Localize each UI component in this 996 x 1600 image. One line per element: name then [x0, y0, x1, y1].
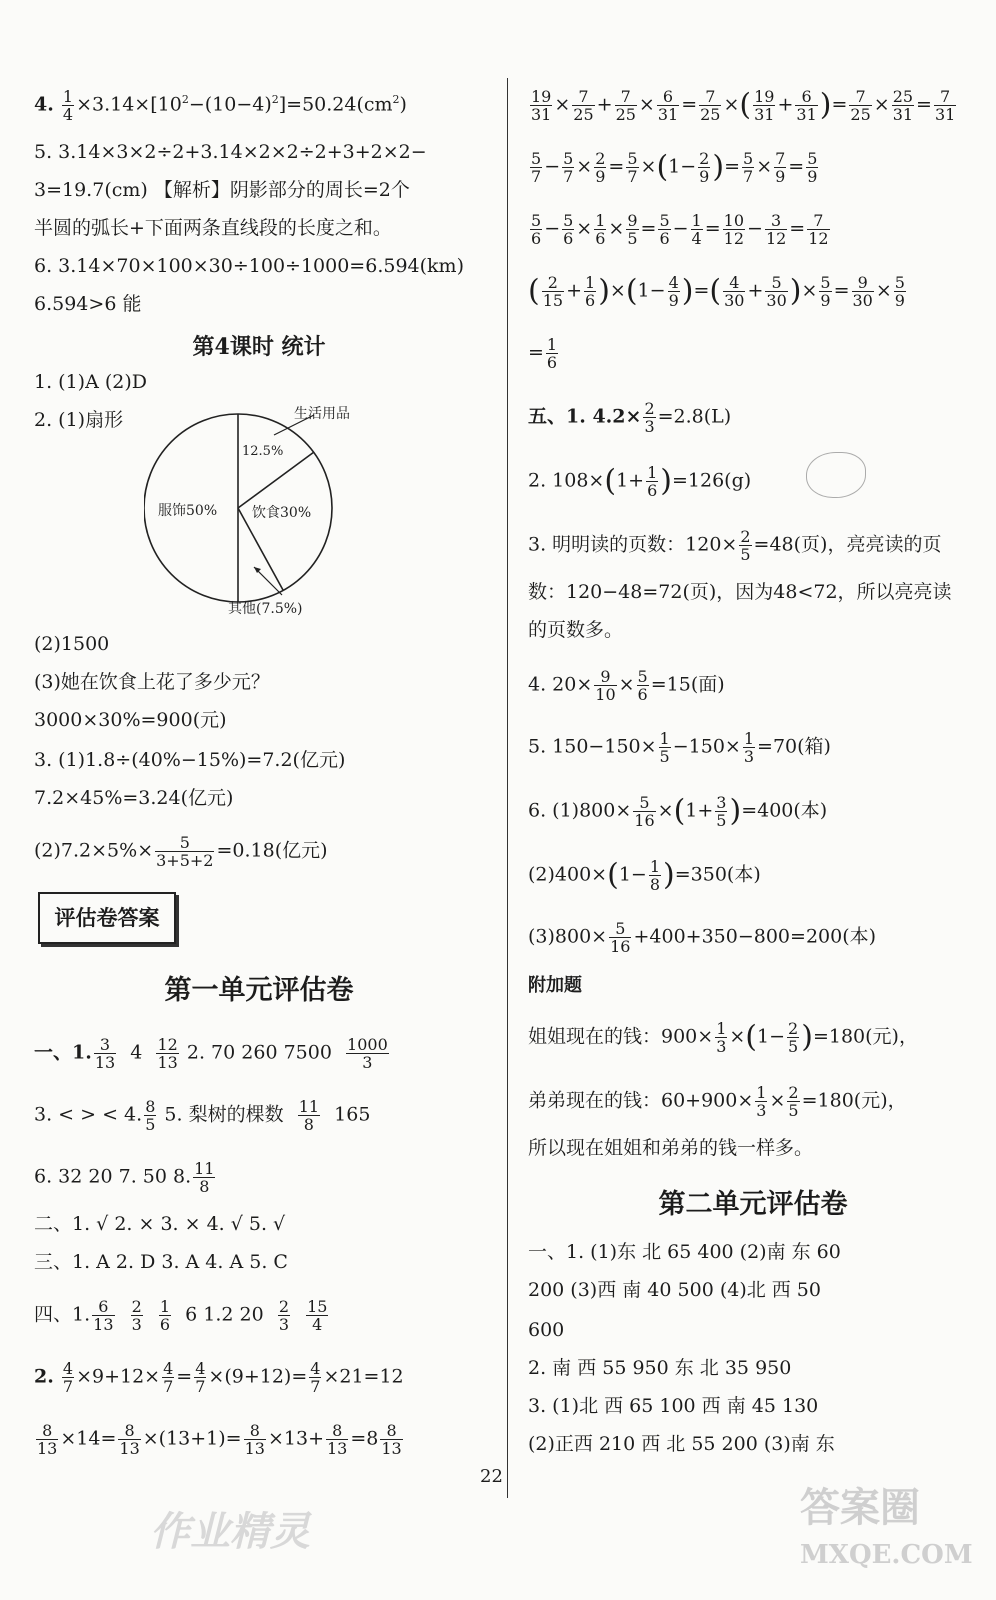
answers-box: 评估卷答案	[38, 892, 176, 944]
unit1-row4: 二、1. √ 2. × 3. × 4. √ 5. √	[34, 1213, 286, 1235]
part5-q6-1: 6. (1)800× $\frac{5}{16}$ ×(1+ $\frac{3}{5}$ )=400(本)	[528, 793, 828, 830]
watermark-right-logo: 答案圈	[800, 1484, 920, 1531]
unit1-row1: 一、1. $\frac{3}{13}$ 4 $\frac{12}{13}$ 2. 70 260 7500 $\frac{1000}{3}$	[34, 1035, 388, 1072]
watermark-right-url: MXQE.COM	[800, 1540, 973, 1570]
part5-q3-line2: 数：120−48=72(页)，因为48<72，所以亮亮读	[528, 581, 952, 603]
pie-chart	[144, 395, 424, 625]
unit2-heading: 第二单元评估卷	[658, 1189, 848, 1220]
answer-5-line3: 半圆的弧长+下面两条直线段的长度之和。	[34, 217, 392, 239]
unit2-line5: 3. (1)北 西 65 100 西 南 45 130	[528, 1395, 819, 1417]
calc-line-5: = $\frac{1}{6}$	[528, 335, 558, 372]
unit1-row5: 三、1. A 2. D 3. A 4. A 5. C	[34, 1251, 288, 1273]
pie-divider-2	[238, 452, 314, 508]
unit2-line1: 一、1. (1)东 北 65 400 (2)南 东 60	[528, 1241, 841, 1263]
answer-5-line2: 3=19.7(cm) 【解析】阴影部分的周长=2个	[34, 179, 410, 201]
unit1-row8: $\frac{8}{13}$ ×14= $\frac{8}{13}$ ×(13+1)= $\frac{8}{13}$ ×13+ $\frac{8}{13}$ =8 $\frac{8}{13}$	[37, 1421, 402, 1458]
part5-q5: 5. 150−150× $\frac{1}{5}$ −150× $\frac{1}{3}$ =70(箱)	[528, 729, 831, 766]
part5-q6-2: (2)400×(1− $\frac{1}{8}$ )=350(本)	[528, 857, 761, 894]
pie-label-percent: 12.5%	[242, 444, 284, 459]
calc-line-1: $\frac{19}{31}$ × $\frac{7}{25}$ + $\frac{7}{25}$ × $\frac{6}{31}$ = $\frac{7}{25}$ ×( $\frac{19}{31}$ + $\frac{6}{31}$ )= $\frac{7}{25}$ × $\frac{25}{31}$ = $\frac{7}{31}$	[531, 87, 956, 124]
part5-q3-line1: 3. 明明读的页数：120× $\frac{2}{5}$ =48(页)，亮亮读的页	[528, 527, 942, 564]
q2-part3-calc: 3000×30%=900(元)	[34, 709, 227, 731]
calc-line-4: ( $\frac{2}{15}$ + $\frac{1}{6}$ )×(1− $\frac{4}{9}$ )=( $\frac{4}{30}$ + $\frac{5}{30}$ )× $\frac{5}{9}$ = $\frac{9}{30}$ × $\frac{5}{9}$	[528, 273, 905, 310]
bonus-heading: 附加题	[528, 975, 582, 996]
part5-q3-line3: 的页数多。	[528, 619, 624, 641]
pie-label-daily: 生活用品	[294, 406, 350, 422]
part5-q4: 4. 20× $\frac{9}{10}$ × $\frac{5}{6}$ =15(面)	[528, 667, 725, 704]
unit1-row3: 6. 32 20 7. 50 8. $\frac{11}{8}$	[34, 1159, 215, 1196]
left-column	[34, 0, 484, 1600]
pie-label-food: 饮食30%	[252, 505, 312, 521]
answer-5-line1: 5. 3.14×3×2÷2+3.14×2×2÷2+3+2×2−	[34, 141, 427, 163]
bonus-line1: 姐姐现在的钱：900× $\frac{1}{3}$ ×(1− $\frac{2}{5}$ )=180(元)，	[528, 1019, 918, 1056]
answer-6-line2: 6.594>6 能	[34, 293, 142, 315]
page-number: 22	[480, 1466, 503, 1487]
bonus-line3: 所以现在姐姐和弟弟的钱一样多。	[528, 1137, 814, 1159]
q3-part1b: 7.2×45%=3.24(亿元)	[34, 787, 234, 809]
q1-answer: 1. (1)A (2)D	[34, 371, 147, 393]
unit2-line6: (2)正西 210 西 北 55 200 (3)南 东	[528, 1433, 835, 1455]
answer-4-line: 4. $\frac{1}{4}$ $\times 3.14\times[10^2-(10-4)^2]=50.24(cm^2)$	[34, 87, 407, 124]
stamp-mark	[806, 452, 866, 498]
unit1-row2: 3. < > < 4. $\frac{8}{5}$ 5. 梨树的棵数 $\frac{11}{8}$ 165	[34, 1097, 371, 1134]
unit2-line2: 200 (3)西 南 40 500 (4)北 西 50	[528, 1279, 821, 1301]
unit2-line3: 600	[528, 1319, 565, 1341]
pie-pointer-arrow	[254, 567, 261, 573]
q3-part2: (2)7.2×5%× $\frac{5}{3+5+2}$ =0.18(亿元)	[34, 833, 328, 870]
calc-line-3: $\frac{5}{6}$ − $\frac{5}{6}$ × $\frac{1}{6}$ × $\frac{9}{5}$ = $\frac{5}{6}$ − $\frac{1}{4}$ = $\frac{10}{12}$ − $\frac{3}{12}$ = $\frac{7}{12}$	[531, 211, 829, 248]
pie-label-other: 其他(7.5%)	[228, 601, 303, 617]
watermark-left: 作业精灵	[150, 1508, 310, 1555]
part5-q6-3: (3)800× $\frac{5}{16}$ +400+350−800=200(本)	[528, 919, 877, 956]
column-divider	[507, 78, 508, 1498]
answer-6-line1: 6. 3.14×70×100×30÷100÷1000=6.594(km)	[34, 255, 464, 277]
pie-label-clothing: 服饰50%	[158, 503, 218, 519]
q2-answer: 2. (1)扇形	[34, 409, 124, 431]
part5-q1: 五、1. 4.2× $\frac{2}{3}$ =2.8(L)	[528, 399, 732, 436]
q3-part1: 3. (1)1.8÷(40%−15%)=7.2(亿元)	[34, 749, 346, 771]
unit1-row7: 2. $\frac{4}{7}$ ×9+12× $\frac{4}{7}$ = $\frac{4}{7}$ ×(9+12)= $\frac{4}{7}$ ×21=12	[34, 1359, 404, 1396]
q2-part2: (2)1500	[34, 633, 110, 655]
right-column	[528, 0, 978, 1600]
bonus-line2: 弟弟现在的钱：60+900× $\frac{1}{3}$ × $\frac{2}{5}$ =180(元)，	[528, 1083, 907, 1120]
part5-q2: 2. 108×(1+ $\frac{1}{6}$ )=126(g)	[528, 463, 752, 500]
unit1-heading: 第一单元评估卷	[164, 975, 354, 1006]
unit2-line4: 2. 南 西 55 950 东 北 35 950	[528, 1357, 792, 1379]
q2-part3: (3)她在饮食上花了多少元？	[34, 671, 270, 693]
calc-line-2: $\frac{5}{7}$ − $\frac{5}{7}$ × $\frac{2}{9}$ = $\frac{5}{7}$ ×(1− $\frac{2}{9}$ )= $\frac{5}{7}$ × $\frac{7}{9}$ = $\frac{5}{9}$	[531, 149, 818, 186]
unit1-row6: 四、1. $\frac{6}{13}$ $\frac{2}{3}$ $\frac{1}{6}$ 6 1.2 20 $\frac{2}{3}$ $\frac{15}{4}$	[34, 1297, 328, 1334]
lesson-heading: 第4课时 统计	[192, 334, 326, 360]
